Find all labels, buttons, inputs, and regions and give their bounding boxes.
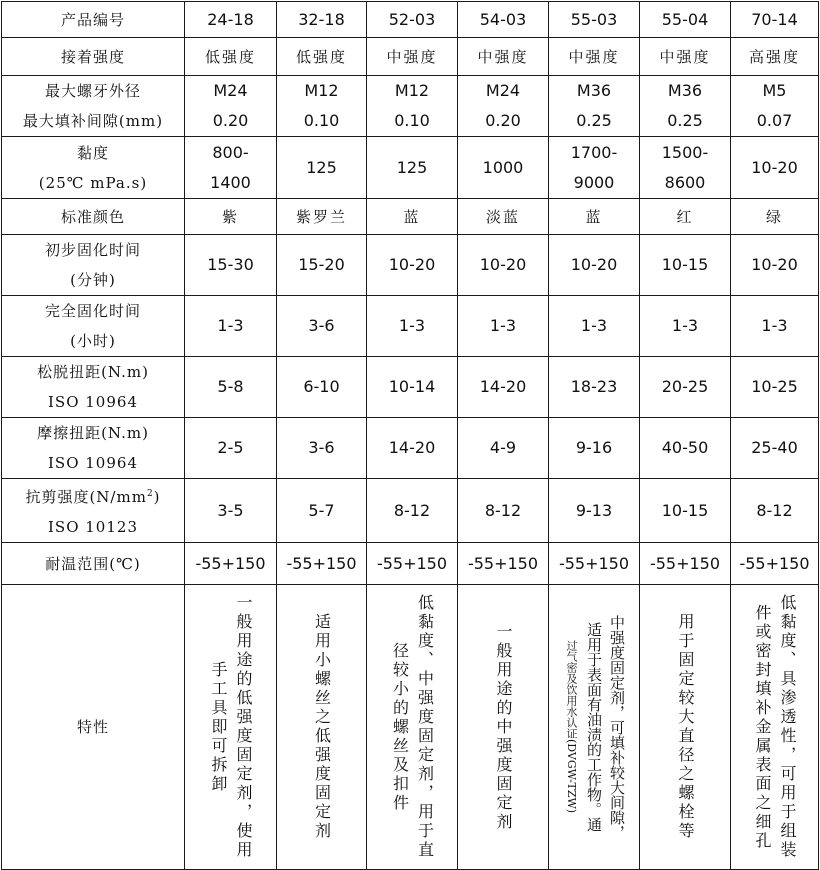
- feature-line: 件或密封填补金属表面之细孔: [753, 603, 772, 851]
- feature-text: [731, 591, 818, 863]
- full-cure-cell: 1-3: [549, 296, 640, 357]
- label-temperature: 耐温范围(℃): [2, 543, 185, 585]
- thread-gap-cell: [640, 76, 731, 137]
- label-shear-sup: 2: [146, 489, 154, 499]
- thread-value: M12: [304, 81, 339, 100]
- full-cure-cell: 1-3: [458, 296, 549, 357]
- feature-text: [640, 591, 730, 863]
- full-cure-cell: 1-3: [731, 296, 819, 357]
- label-breakaway-torque: [2, 357, 185, 418]
- full-cure-cell: 1-3: [367, 296, 458, 357]
- initial-cure-cell: 10-20: [367, 235, 458, 296]
- viscosity-value: 9000: [573, 172, 615, 192]
- label-strength: 接着强度: [2, 38, 185, 76]
- prevailing-cell: 40-50: [640, 418, 731, 479]
- breakaway-cell: 18-23: [549, 357, 640, 418]
- feature-text: [549, 591, 639, 863]
- product-code-cell: 55-04: [640, 2, 731, 38]
- label-gap-line: 最大填补间隙(mm): [22, 112, 164, 130]
- row-strength: [2, 38, 819, 76]
- feature-line: 适用小螺丝之低强度固定剂: [312, 613, 332, 841]
- feature-text: [185, 591, 276, 863]
- feature-line: 手工具即可拆卸: [209, 660, 228, 794]
- shear-cell: 3-5: [185, 479, 277, 543]
- initial-cure-cell: 15-20: [277, 235, 367, 296]
- color-cell: 淡蓝: [458, 199, 549, 235]
- label-full-cure-line: 完全固化时间: [44, 302, 141, 320]
- viscosity-value: 1000: [482, 157, 524, 177]
- label-features: 特性: [2, 585, 185, 870]
- viscosity-value: 8600: [664, 172, 706, 192]
- strength-cell: 低强度: [277, 38, 367, 76]
- product-code-cell: 24-18: [185, 2, 277, 38]
- label-color: 标准颜色: [2, 199, 185, 235]
- temperature-cell: -55+150: [731, 543, 819, 585]
- temperature-cell: -55+150: [640, 543, 731, 585]
- thread-value: M36: [667, 81, 703, 100]
- shear-cell: 8-12: [731, 479, 819, 543]
- temperature-cell: -55+150: [458, 543, 549, 585]
- label-breakaway-standard: ISO 10964: [48, 393, 138, 411]
- viscosity-value: 1700-: [570, 142, 618, 162]
- label-viscosity-line: 黏度: [76, 143, 109, 162]
- label-prevailing-standard: ISO 10964: [48, 454, 138, 472]
- feature-line: 一般用途的中强度固定剂: [494, 622, 513, 832]
- thread-gap-cell: [458, 76, 549, 137]
- breakaway-cell: 20-25: [640, 357, 731, 418]
- feature-text: [458, 591, 548, 863]
- label-shear-end: ): [153, 488, 161, 506]
- product-code-cell: 52-03: [367, 2, 458, 38]
- breakaway-cell: 6-10: [277, 357, 367, 418]
- color-cell: 绿: [731, 199, 819, 235]
- row-color: [2, 199, 819, 235]
- temperature-cell: -55+150: [185, 543, 277, 585]
- label-product-code: 产品编号: [2, 2, 185, 38]
- viscosity-value: 125: [396, 157, 428, 177]
- thread-gap-cell: [549, 76, 640, 137]
- strength-cell: 中强度: [549, 38, 640, 76]
- prevailing-cell: 2-5: [185, 418, 277, 479]
- thread-gap-cell: [185, 76, 277, 137]
- strength-cell: 中强度: [458, 38, 549, 76]
- feature-line: 适用于表面有油渍的工作物。通: [585, 622, 603, 832]
- spec-table: [1, 1, 819, 870]
- viscosity-cell: [458, 137, 549, 199]
- breakaway-cell: 14-20: [458, 357, 549, 418]
- row-features: [2, 585, 819, 870]
- initial-cure-cell: 10-20: [731, 235, 819, 296]
- color-cell: 蓝: [549, 199, 640, 235]
- gap-value: 0.10: [394, 111, 430, 130]
- full-cure-cell: 3-6: [277, 296, 367, 357]
- row-prevailing-torque: [2, 418, 819, 479]
- row-full-cure: [2, 296, 819, 357]
- thread-gap-cell: [277, 76, 367, 137]
- gap-value: 0.10: [303, 111, 340, 130]
- product-code-cell: 70-14: [731, 2, 819, 38]
- prevailing-cell: 25-40: [731, 418, 819, 479]
- label-viscosity-unit: (25℃ mPa.s): [38, 173, 148, 192]
- breakaway-cell: 10-14: [367, 357, 458, 418]
- temperature-cell: -55+150: [277, 543, 367, 585]
- thread-value: M36: [576, 81, 612, 100]
- label-shear-strength: [2, 479, 185, 543]
- feature-line: 过气密及饮用水认证(DVGW-TZW): [565, 640, 578, 814]
- spec-table-body: [2, 2, 819, 870]
- feature-line: 低黏度、中强度固定剂，用于直: [415, 594, 435, 860]
- label-prevailing-torque: [2, 418, 185, 479]
- temperature-cell: -55+150: [367, 543, 458, 585]
- thread-value: M24: [213, 81, 248, 100]
- strength-cell: 低强度: [185, 38, 277, 76]
- label-full-cure: [2, 296, 185, 357]
- row-shear-strength: [2, 479, 819, 543]
- viscosity-value: 1500-: [661, 142, 709, 162]
- feature-cell: [640, 585, 731, 870]
- feature-text: [277, 591, 366, 863]
- row-initial-cure: [2, 235, 819, 296]
- full-cure-cell: 1-3: [640, 296, 731, 357]
- feature-line: 低黏度、具渗透性，可用于组装: [778, 594, 797, 860]
- initial-cure-cell: 15-30: [185, 235, 277, 296]
- label-thread-gap: [2, 76, 185, 137]
- viscosity-value: 125: [306, 157, 337, 177]
- shear-cell: 8-12: [458, 479, 549, 543]
- color-cell: 红: [640, 199, 731, 235]
- initial-cure-cell: 10-20: [458, 235, 549, 296]
- label-initial-cure: [2, 235, 185, 296]
- label-breakaway-line: 松脱扭距(N.m): [37, 363, 149, 381]
- feature-cell: [458, 585, 549, 870]
- viscosity-cell: [185, 137, 277, 199]
- feature-line: 中强度固定剂，可填补较大间隙，: [608, 614, 626, 840]
- feature-cell: [731, 585, 819, 870]
- gap-value: 0.20: [212, 111, 249, 130]
- product-code-cell: 55-03: [549, 2, 640, 38]
- prevailing-cell: 4-9: [458, 418, 549, 479]
- viscosity-value: 800-: [212, 142, 249, 162]
- feature-cell: [549, 585, 640, 870]
- row-product-code: [2, 2, 819, 38]
- viscosity-cell: [277, 137, 367, 199]
- label-shear-main: 抗剪强度(N/mm: [25, 488, 147, 506]
- prevailing-cell: 14-20: [367, 418, 458, 479]
- shear-cell: 10-15: [640, 479, 731, 543]
- row-breakaway-torque: [2, 357, 819, 418]
- row-temperature: [2, 543, 819, 585]
- breakaway-cell: 10-25: [731, 357, 819, 418]
- feature-line: 一般用途的低强度固定剂，使用: [234, 594, 253, 860]
- initial-cure-cell: 10-15: [640, 235, 731, 296]
- prevailing-cell: 9-16: [549, 418, 640, 479]
- strength-cell: 高强度: [731, 38, 819, 76]
- feature-line: 径较小的螺丝及扣件: [390, 641, 410, 813]
- breakaway-cell: 5-8: [185, 357, 277, 418]
- thread-gap-cell: [367, 76, 458, 137]
- row-viscosity: [2, 137, 819, 199]
- label-viscosity: [2, 137, 185, 199]
- shear-cell: 9-13: [549, 479, 640, 543]
- label-initial-cure-line: 初步固化时间: [44, 241, 141, 259]
- strength-cell: 中强度: [367, 38, 458, 76]
- feature-cell: [367, 585, 458, 870]
- gap-value: 0.25: [576, 111, 612, 130]
- viscosity-cell: [549, 137, 640, 199]
- label-thread-line: 最大螺牙外径: [44, 82, 141, 100]
- shear-cell: 5-7: [277, 479, 367, 543]
- initial-cure-cell: 10-20: [549, 235, 640, 296]
- color-cell: 紫: [185, 199, 277, 235]
- label-initial-cure-unit: (分钟): [70, 271, 116, 289]
- thread-gap-cell: [731, 76, 819, 137]
- color-cell: 蓝: [367, 199, 458, 235]
- viscosity-value: 10-20: [751, 157, 798, 177]
- viscosity-cell: [367, 137, 458, 199]
- prevailing-cell: 3-6: [277, 418, 367, 479]
- feature-line: 用于固定较大直径之螺栓等: [676, 613, 695, 841]
- label-prevailing-line: 摩擦扭距(N.m): [37, 424, 149, 442]
- feature-text: [367, 591, 457, 863]
- gap-value: 0.25: [667, 111, 703, 130]
- thread-value: M5: [762, 81, 787, 100]
- temperature-cell: -55+150: [549, 543, 640, 585]
- viscosity-value: 1400: [210, 172, 251, 192]
- viscosity-cell: [640, 137, 731, 199]
- color-cell: 紫罗兰: [277, 199, 367, 235]
- shear-cell: 8-12: [367, 479, 458, 543]
- strength-cell: 中强度: [640, 38, 731, 76]
- label-full-cure-unit: (小时): [70, 332, 116, 350]
- product-code-cell: 54-03: [458, 2, 549, 38]
- feature-cell: [277, 585, 367, 870]
- label-shear-standard: ISO 10123: [48, 518, 138, 536]
- thread-value: M24: [485, 81, 521, 100]
- row-thread-gap: [2, 76, 819, 137]
- product-code-cell: 32-18: [277, 2, 367, 38]
- full-cure-cell: 1-3: [185, 296, 277, 357]
- gap-value: 0.07: [756, 111, 793, 130]
- viscosity-cell: [731, 137, 819, 199]
- thread-value: M12: [394, 81, 430, 100]
- label-shear-line: [2, 479, 184, 512]
- gap-value: 0.20: [485, 111, 521, 130]
- feature-cell: [185, 585, 277, 870]
